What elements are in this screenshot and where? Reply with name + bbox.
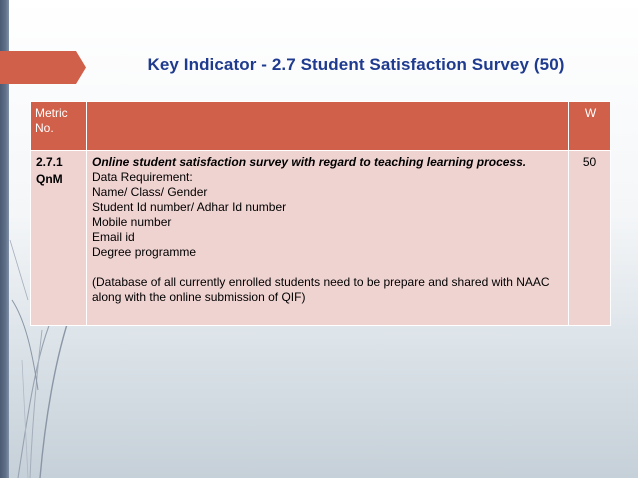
metric-code: 2.7.1 [36, 155, 63, 169]
metric-type: QnM [36, 172, 63, 186]
spacer [92, 260, 563, 275]
requirement-heading: Online student satisfaction survey with regard to teaching learning process. [92, 155, 527, 169]
header-metric-no: Metric No. [31, 102, 87, 151]
table-row [31, 151, 611, 326]
header-weight: W [569, 102, 611, 151]
weight-value: 50 [569, 151, 611, 326]
key-indicator-table [30, 101, 611, 326]
requirement-line: Mobile number [92, 215, 172, 229]
header-description [87, 102, 569, 151]
requirement-line: Degree programme [92, 245, 197, 259]
requirement-line: Student Id number/ Adhar Id number [92, 200, 287, 214]
table-header-row [31, 102, 611, 151]
page-title: Key Indicator - 2.7 Student Satisfaction Survey (50) [147, 55, 565, 74]
requirement-line: Data Requirement: [92, 170, 193, 184]
requirement-line: Email id [92, 230, 135, 244]
requirement-note: (Database of all currently enrolled students need to be prepare and shared with NAAC along with the online submission of QIF) [92, 275, 550, 304]
metric-cell [31, 151, 87, 326]
requirement-cell [87, 151, 569, 326]
title-arrow-shape [0, 51, 86, 84]
requirement-line: Name/ Class/ Gender [92, 185, 208, 199]
